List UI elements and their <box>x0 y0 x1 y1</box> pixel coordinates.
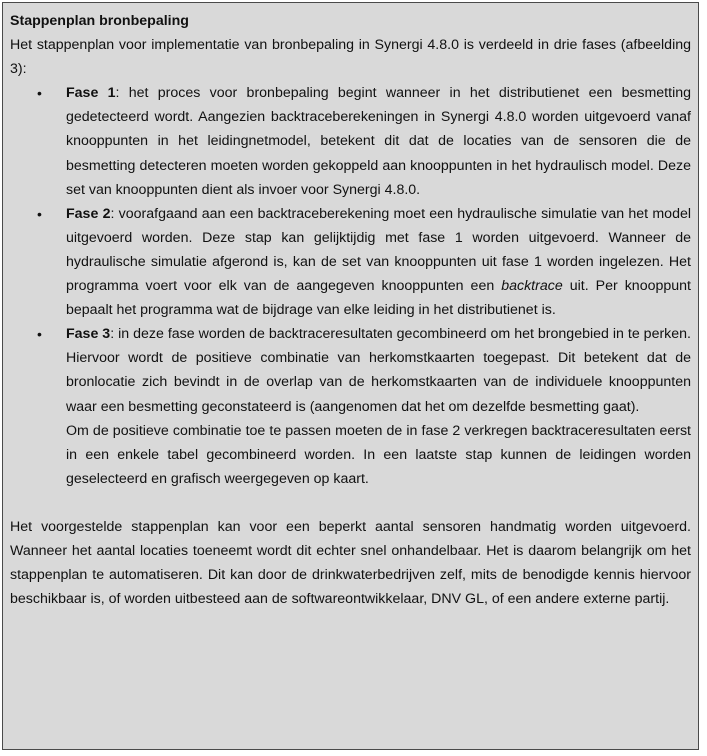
bullet-icon: • <box>37 326 42 343</box>
phase-list <box>10 81 691 418</box>
phase-text: uit. Per knooppunt bepaalt het programma wat de bijdrage van elke leiding in het distributienet is. <box>66 278 691 319</box>
text-box <box>2 2 699 750</box>
list-item <box>10 322 691 418</box>
paragraph-gap <box>10 491 691 515</box>
list-item <box>10 202 691 322</box>
phase-italic-term: backtrace <box>501 278 563 295</box>
bullet-icon: • <box>37 205 42 222</box>
phase-label: Fase 2 <box>66 205 111 222</box>
phase-label: Fase 3 <box>66 326 111 343</box>
bullet-icon: • <box>37 85 42 102</box>
intro-paragraph: Het stappenplan voor implementatie van bronbepaling in Synergi 4.8.0 is verdeeld in drie fases (afbeelding 3): <box>10 37 691 78</box>
box-title: Stappenplan bronbepaling <box>10 13 189 29</box>
phase-text: : in deze fase worden de backtraceresultaten gecombineerd om het brongebied in te perken. Hiervoor wordt de positieve combinatie van herkomstkaarten toegepast. Dit betekent dat de bronlocatie zich bevindt in de overlap van de herkomstkaarten van de individuele knooppunten waar een besmetting geconstateerd is (aangenomen dat het om dezelfde besmetting gaat). <box>66 326 691 415</box>
phase-label: Fase 1 <box>66 85 116 102</box>
list-item <box>10 81 691 201</box>
phase-text: : voorafgaand aan een backtraceberekening moet een hydraulische simulatie van het model uitgevoerd worden. Deze stap kan gelijktijdig met fase 1 worden uitgevoerd. Wanneer de hydraulische simulatie afgerond is, kan de set van knooppunten uit fase 1 worden ingelezen. Het programma voert voor elk van de aangegeven knooppunten een <box>66 205 692 295</box>
closing-paragraph: Het voorgestelde stappenplan kan voor een beperkt aantal sensoren handmatig worden uitgevoerd. Wanneer het aantal locaties toeneemt wordt dit echter snel onhandelbaar. Het is daarom belangrijk om het stappenplan te automatiseren. Dit kan door de drinkwaterbedrijven zelf, mits de benodigde kennis hiervoor beschikbaar is, of worden uitbesteed aan de softwareontwikkelaar, DNV GL, of een andere externe partij. <box>10 518 691 608</box>
phase-continuation: Om de positieve combinatie toe te passen moeten de in fase 2 verkregen backtraceresultaten eerst in een enkele tabel gecombineerd worden. In een laatste stap kunnen de leidingen worden geselecteerd en grafisch weergegeven op kaart. <box>66 422 691 487</box>
phase-text: : het proces voor bronbepaling begint wanneer in het distributienet een besmetting gedetecteerd wordt. Aangezien backtraceberekeningen in Synergi 4.8.0 worden uitgevoerd vanaf knooppunten in het leidingnetmodel, betekent dit dat de locaties van de sensoren die de besmetting detecteren moeten worden gekoppeld aan knooppunten in het hydraulisch model. Deze set van knooppunten dient als invoer voor Synergi 4.8.0. <box>66 85 692 198</box>
